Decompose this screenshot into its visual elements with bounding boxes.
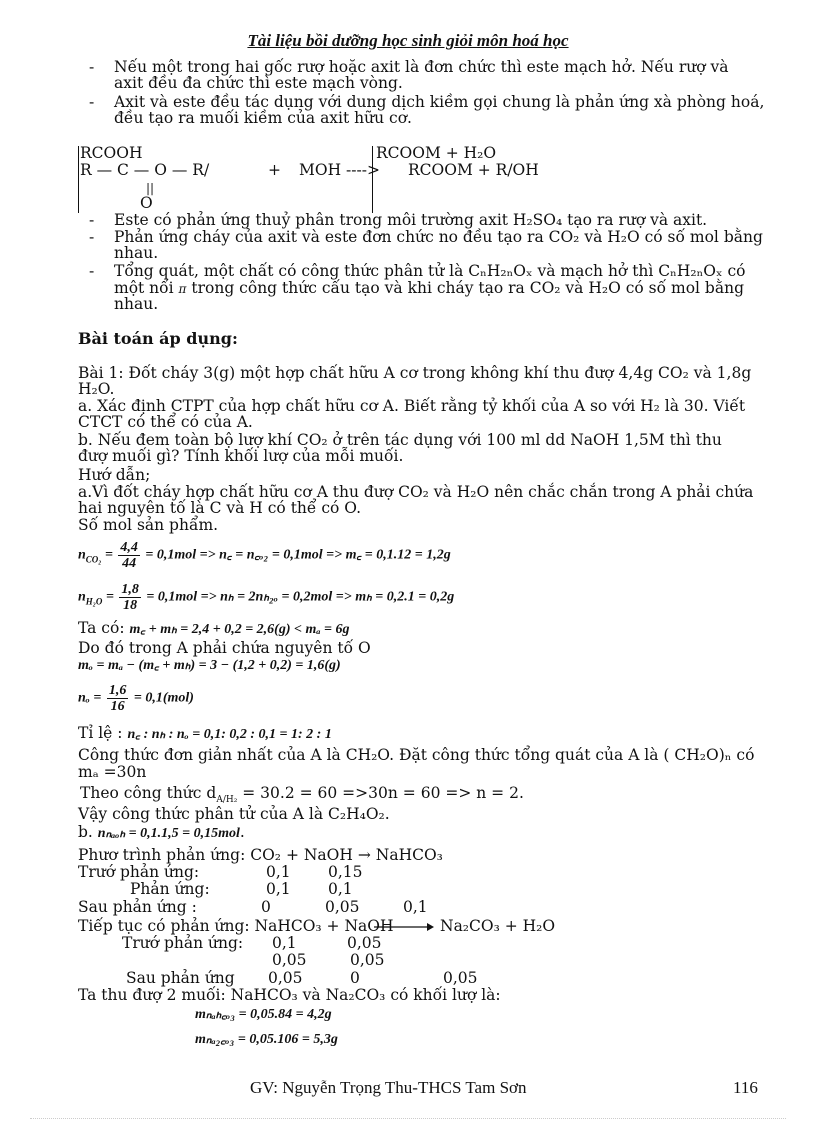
solution-line: Số mol sản phẩm. [78, 516, 219, 534]
product-salt-alcohol: RCOOM + R/OH [408, 161, 539, 179]
eq-mass-sum: Ta có: m꜀ + mₕ = 2,4 + 0,2 = 2,6(g) < mₐ = 6g [78, 619, 350, 637]
reaction-equation: Tiếp tục có phản ứng: NaHCO₃ + NaOH [78, 917, 394, 935]
product-salt-water: RCOOM + H₂O [376, 144, 497, 162]
reactant-ester: R — C — O — R/ [80, 161, 210, 179]
problem-line: b. Nếu đem toàn bộ lượ khí CO₂ ở trên tác dụng với 100 ml dd NaOH 1,5M thì thu [78, 431, 722, 449]
oxygen-atom: O [140, 194, 153, 212]
eq-mass-nahco3: mₙₐₕ꜀ₒ₃ = 0,05.84 = 4,2g [195, 1007, 332, 1022]
row-label: Trướ phản ứng: [78, 863, 200, 881]
solution-line: Do đó trong A phải chứa nguyên tố O [78, 639, 371, 657]
scheme-bar-left [78, 146, 79, 213]
cell: 0,1 [266, 863, 291, 881]
solution-line: Công thức đơn giản nhất của A là CH₂O. Đặt công thức tổng quát của A là ( CH₂O)ₙ có [78, 746, 755, 764]
intro-line: Axit và este đều tác dụng với dung dịch kiềm gọi chung là phản ứng xà phòng hoá, [114, 93, 765, 111]
problem-line: CTCT có thể có của A. [78, 413, 253, 431]
problem-line: a. Xác định CTPT của hợp chất hữu cơ A. Biết rằng tỷ khối của A so với H₂ là 30. Viết [78, 397, 746, 415]
row-label: Phản ứng: [130, 880, 210, 898]
eq-n-co2: $n_{CO_2}$ = $\frac{4,4}{44}$ = 0,1mol => n꜀ = n꜀ₒ₂ = 0,1mol => m꜀ = 0,1.12 = 1,2g [78, 540, 451, 571]
bullet-line: Tổng quát, một chất có công thức phân tử là CₙH₂ₙOₓ và mạch hở thì CₙH₂ₙOₓ có [114, 262, 746, 280]
long-arrow-icon [372, 920, 436, 934]
bullet-dash: - [89, 211, 95, 229]
cell: 0,05 [443, 969, 478, 987]
page-number: 116 [733, 1078, 758, 1097]
arrow-icon: → [357, 846, 371, 864]
section-title: Bài toán áp dụng: [78, 329, 238, 348]
row-label: Sau phản ứng [126, 969, 235, 987]
bullet-line: Phản ứng cháy của axit và este đơn chức no đều tạo ra CO₂ và H₂O có số mol bằng [114, 228, 763, 246]
problem-line: Bài 1: Đốt cháy 3(g) một hợp chất hữu A cơ trong không khí thu đượ 4,4g CO₂ và 1,8g [78, 364, 752, 382]
bullet-line: nhau. [114, 244, 159, 262]
reaction-product: Na₂CO₃ + H₂O [440, 917, 556, 935]
cell: 0,1 [272, 934, 297, 952]
cell: 0 [350, 969, 360, 987]
cell: 0 [261, 898, 271, 916]
eq-n-h2o: $n_{H_2O}$ = $\frac{1,8}{18}$ = 0,1mol => nₕ = 2nₕ₂ₒ = 0,2mol => mₕ = 0,2.1 = 0,2g [78, 582, 455, 613]
bullet-line: Este có phản ứng thuỷ phân trong môi trường axit H₂SO₄ tạo ra rượ và axit. [114, 211, 708, 229]
solution-line: hai nguyên tố là C và H có thể có O. [78, 499, 362, 517]
eq-ratio: Tỉ lệ : n꜀ : nₕ : nₒ = 0,1: 0,2 : 0,1 = 1: 2 : 1 [78, 724, 332, 742]
intro-line: Nếu một trong hai gốc rượ hoặc axit là đơn chức thì este mạch hở. Nếu rượ và [114, 58, 729, 76]
eq-mass-na2co3: mₙₐ₂꜀ₒ₃ = 0,05.106 = 5,3g [195, 1032, 338, 1047]
pi-symbol: π [178, 282, 187, 296]
footer-author: GV: Nguyễn Trọng Thu-THCS Tam Sơn [250, 1078, 527, 1097]
solution-line: a.Vì đốt cháy hợp chất hữu cơ A thu đượ CO₂ và H₂O nên chắc chắn trong A phải chứa [78, 483, 754, 501]
row-label: Sau phản ứng : [78, 898, 197, 916]
solution-line: Theo công thức $d_{A/H_2} = 30.2 = 60 =>30n = 60 => n = 2$. [80, 784, 524, 806]
solution-line: mₐ =30n [78, 763, 147, 781]
eq-mass-o: mₒ = mₐ − (m꜀ + mₕ) = 3 − (1,2 + 0,2) = 1,6(g) [78, 658, 341, 673]
eq-n-naoh: b. nₙₐₒₕ = 0,1.1,5 = 0,15mol. [78, 823, 245, 841]
cell: 0,15 [328, 863, 363, 881]
footer-divider [30, 1118, 786, 1119]
reagent-moh: MOH ----> [299, 161, 380, 179]
cell: 0,05 [325, 898, 360, 916]
cell: 0,1 [328, 880, 353, 898]
cell: 0,1 [266, 880, 291, 898]
intro-line: đều tạo ra muối kiềm của axit hữu cơ. [114, 109, 412, 127]
cell: 0,05 [268, 969, 303, 987]
scheme-bar-mid [372, 146, 373, 213]
problem-line: H₂O. [78, 380, 115, 398]
problem-line: đượ muối gì? Tính khối lượ của mỗi muối. [78, 447, 404, 465]
result-summary: Ta thu đượ 2 muối: NaHCO₃ và Na₂CO₃ có khối lượ là: [78, 986, 501, 1004]
cell: 0,05 [350, 951, 385, 969]
bullet-dash: - [89, 93, 95, 111]
double-bond: || [146, 181, 155, 195]
guide-heading: Hướ dẫn; [78, 466, 151, 484]
cell: 0,05 [347, 934, 382, 952]
solution-line: Vậy công thức phân tử của A là C₂H₄O₂. [78, 805, 390, 823]
bullet-dash: - [89, 58, 95, 76]
row-label: Trướ phản ứng: [122, 934, 244, 952]
eq-n-o: nₒ = $\frac{1,6}{16}$ = 0,1(mol) [78, 683, 194, 714]
reactant-acid: RCOOH [80, 144, 143, 162]
reaction-equation: Phươ trình phản ứng: CO₂ + NaOH → NaHCO₃ [78, 846, 443, 864]
plus-sign: + [268, 161, 281, 179]
cell: 0,05 [272, 951, 307, 969]
bullet-line: nhau. [114, 295, 159, 313]
page-header: Tài liệu bồi dưỡng học sinh giỏi môn hoá học [247, 31, 569, 50]
bullet-dash: - [89, 228, 95, 246]
intro-line: axit đều đa chức thì este mạch vòng. [114, 74, 403, 92]
bullet-line: một nối π trong công thức cấu tạo và khi cháy tạo ra CO₂ và H₂O có số mol bằng [114, 279, 745, 297]
bullet-dash: - [89, 262, 95, 280]
cell: 0,1 [403, 898, 428, 916]
